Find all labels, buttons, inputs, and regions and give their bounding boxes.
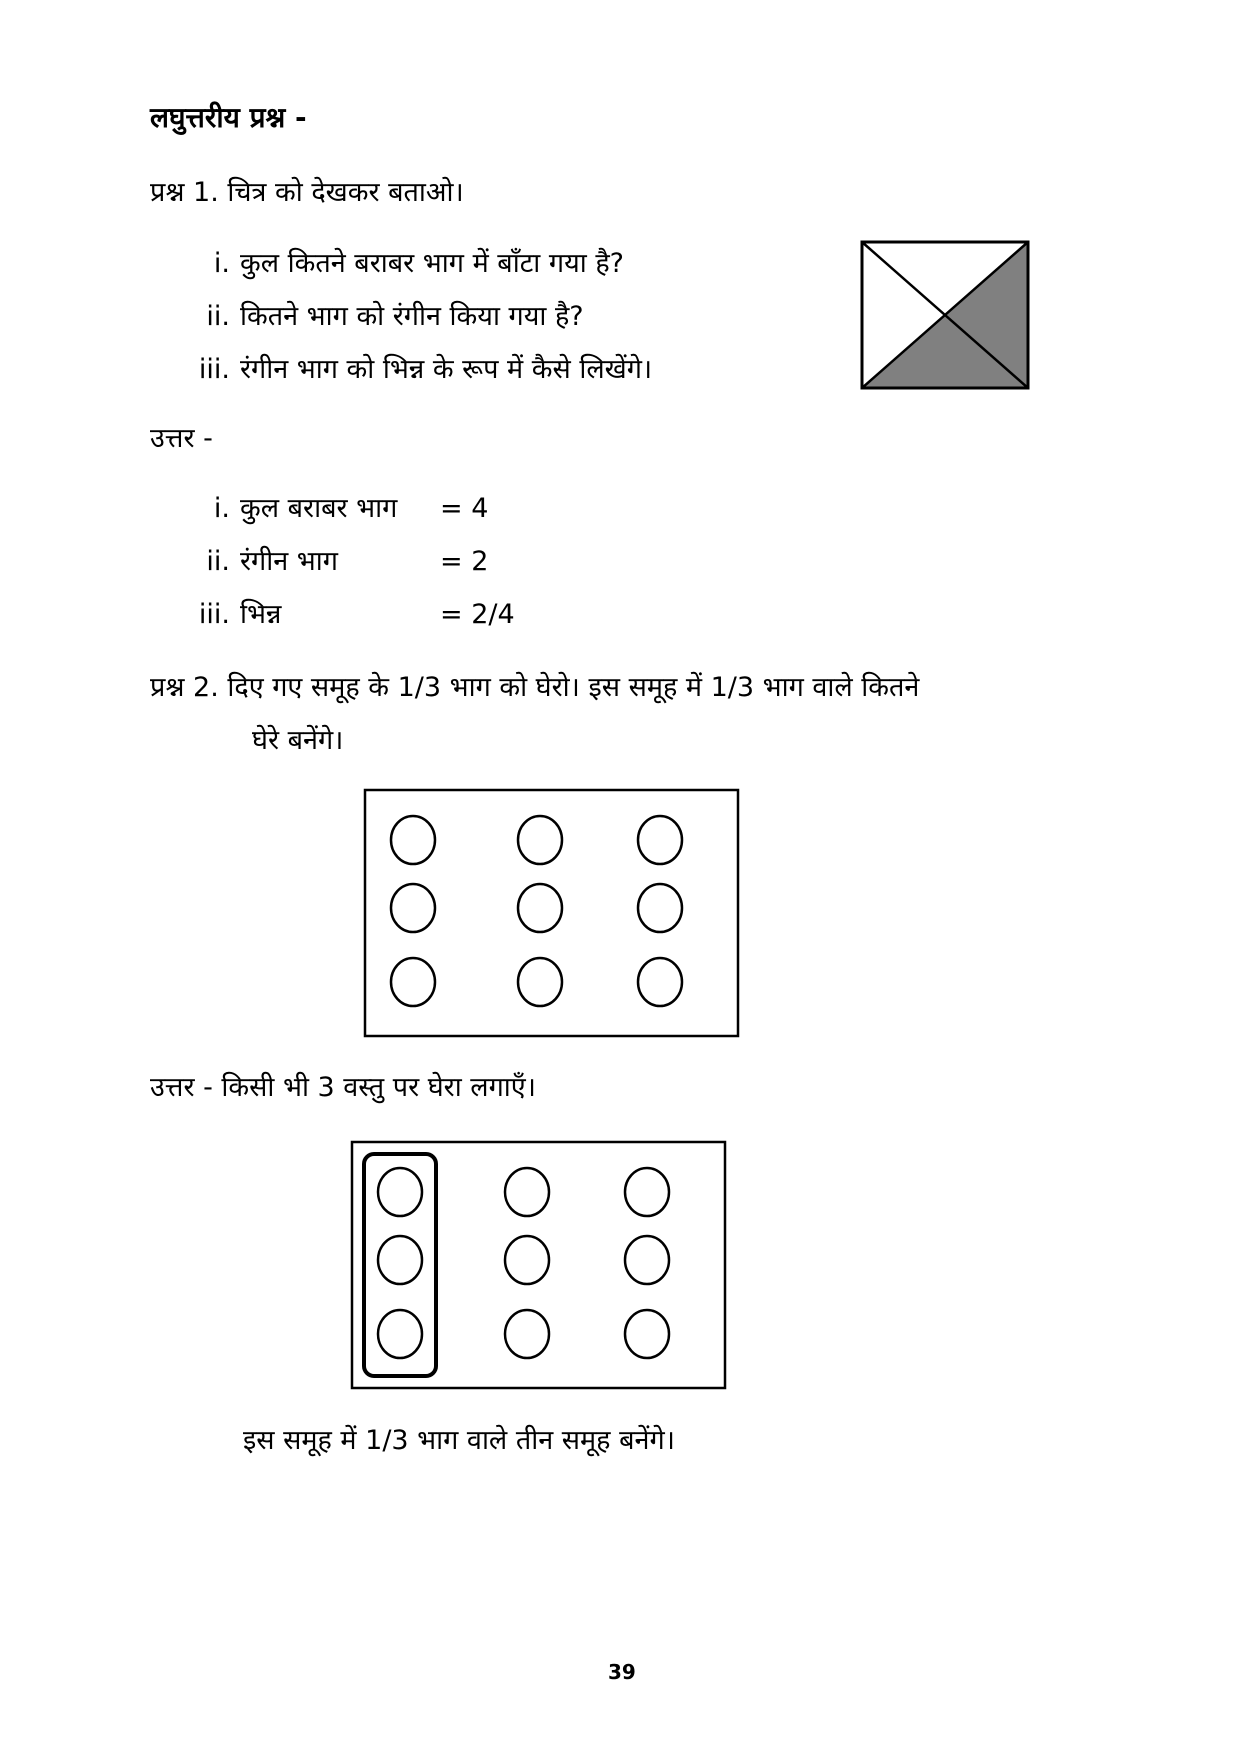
circle [638, 958, 682, 1006]
circle [391, 816, 435, 864]
circle [378, 1168, 422, 1216]
circle [625, 1168, 669, 1216]
answer-number: iii. [198, 599, 230, 630]
answer-row [180, 594, 515, 631]
item-text: कुल कितने बराबर भाग में बाँटा गया है? [240, 248, 624, 279]
answer-value: = 2 [440, 546, 489, 577]
circle [391, 958, 435, 1006]
answer-label: उत्तर - [150, 423, 213, 454]
circle [638, 816, 682, 864]
answer-text: रंगीन भाग [240, 546, 338, 577]
circle [505, 1168, 549, 1216]
question-1-item [180, 296, 584, 333]
circle [391, 884, 435, 932]
circles-group-figure [363, 788, 743, 1040]
circle [638, 884, 682, 932]
answer-number: i. [213, 493, 230, 524]
item-number: i. [213, 248, 230, 279]
circled-group-figure [350, 1140, 730, 1392]
answer-text: कुल बराबर भाग [240, 493, 398, 524]
item-text: रंगीन भाग को भिन्न के रूप में कैसे लिखेंगे। [240, 354, 653, 385]
circle [378, 1236, 422, 1284]
question-2-answer: उत्तर - किसी भी 3 वस्तु पर घेरा लगाएँ। [150, 1072, 536, 1103]
question-2-prompt: प्रश्न 2. दिए गए समूह के 1/3 भाग को घेरो। इस समूह में 1/3 भाग वाले कितने [150, 672, 920, 703]
answer-value: = 4 [440, 493, 489, 524]
answer-row [180, 541, 488, 578]
divided-square-figure [860, 240, 1030, 390]
answer-number: ii. [206, 546, 230, 577]
page-number: 39 [608, 1660, 636, 1684]
item-number: ii. [206, 301, 230, 332]
question-2-conclusion: इस समूह में 1/3 भाग वाले तीन समूह बनेंगे। [243, 1425, 675, 1456]
question-2-prompt-continued: घेरे बनेंगे। [252, 725, 344, 756]
circle [518, 816, 562, 864]
circle [505, 1236, 549, 1284]
answer-row [180, 488, 488, 525]
question-1-item [180, 349, 652, 386]
section-heading: लघुत्तरीय प्रश्न - [150, 101, 307, 134]
grouping-loop [364, 1154, 436, 1376]
circle [378, 1310, 422, 1358]
answer-text: भिन्न [240, 599, 282, 630]
circle [625, 1236, 669, 1284]
circle [625, 1310, 669, 1358]
question-1-prompt: प्रश्न 1. चित्र को देखकर बताओ। [150, 177, 464, 208]
circle [518, 958, 562, 1006]
item-text: कितने भाग को रंगीन किया गया है? [240, 301, 584, 332]
answer-value: = 2/4 [440, 599, 515, 630]
circle [505, 1310, 549, 1358]
circle [518, 884, 562, 932]
item-number: iii. [198, 354, 230, 385]
question-1-item [180, 243, 624, 280]
